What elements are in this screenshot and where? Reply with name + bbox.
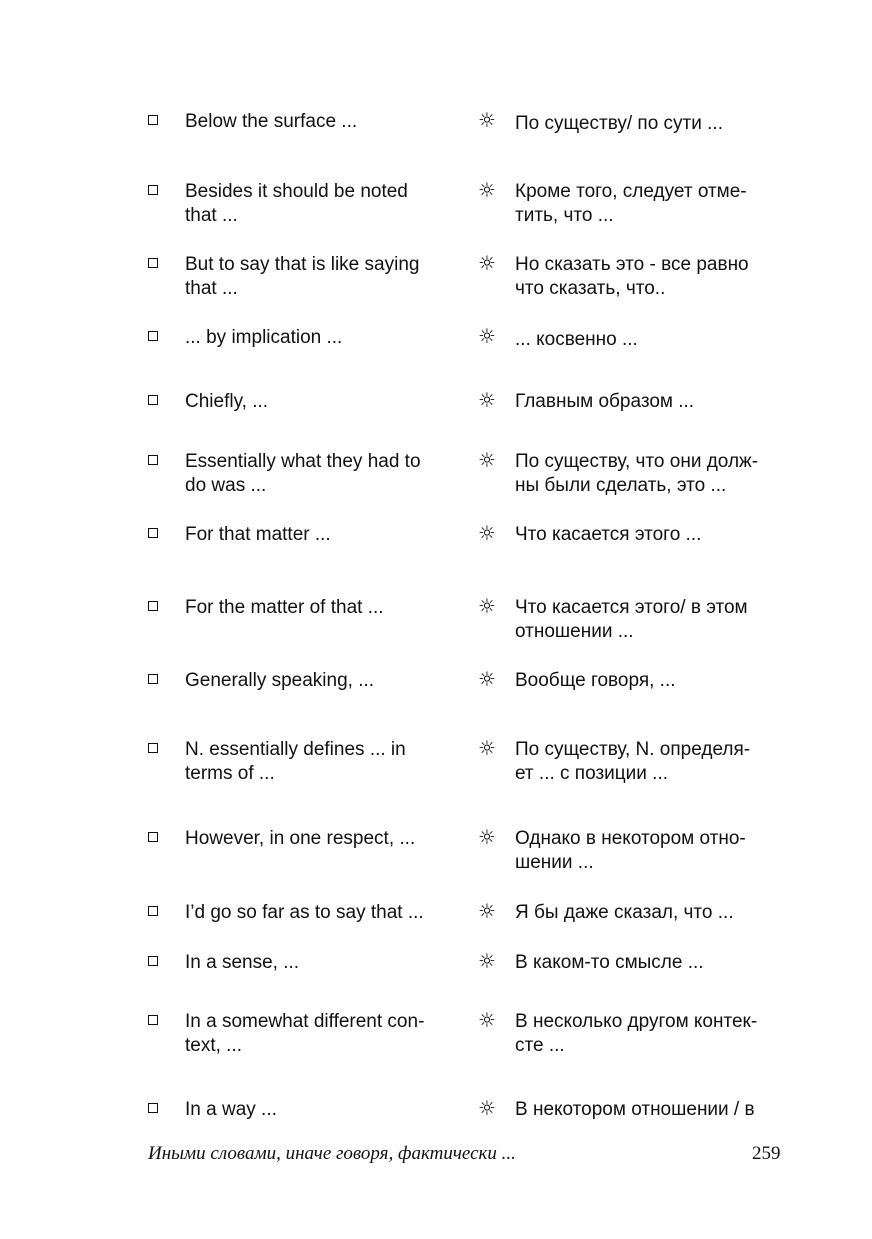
checkbox-bullet-icon bbox=[148, 1015, 158, 1025]
russian-translation: Кроме того, следует отме- тить, что ... bbox=[515, 181, 747, 226]
russian-translation: Но сказать это - все равно что сказать, что.. bbox=[515, 254, 749, 299]
english-phrase: N. essentially defines ... in terms of ... bbox=[185, 739, 406, 784]
russian-translation: По существу, N. определя- ет ... с позиции ... bbox=[515, 739, 751, 784]
checkbox-bullet-icon bbox=[148, 258, 158, 268]
russian-translation: Я бы даже сказал, что ... bbox=[515, 902, 734, 923]
sun-bullet-icon: ☼ bbox=[478, 825, 496, 849]
page-number: 259 bbox=[752, 1143, 781, 1164]
checkbox-bullet-icon bbox=[148, 395, 158, 405]
sun-bullet-icon: ☼ bbox=[478, 899, 496, 923]
sun-bullet-icon: ☼ bbox=[478, 736, 496, 760]
russian-translation: В каком-то смысле ... bbox=[515, 952, 704, 973]
checkbox-bullet-icon bbox=[148, 185, 158, 195]
checkbox-bullet-icon bbox=[148, 674, 158, 684]
english-phrase: Generally speaking, ... bbox=[185, 670, 375, 691]
sun-bullet-icon: ☼ bbox=[478, 178, 496, 202]
sun-bullet-icon: ☼ bbox=[478, 594, 496, 618]
russian-translation: В несколько другом контек- сте ... bbox=[515, 1011, 758, 1056]
russian-translation: Что касается этого/ в этом отношении ... bbox=[515, 597, 748, 642]
checkbox-bullet-icon bbox=[148, 601, 158, 611]
english-phrase: I’d go so far as to say that ... bbox=[185, 902, 424, 923]
english-phrase: Besides it should be noted that ... bbox=[185, 181, 408, 226]
checkbox-bullet-icon bbox=[148, 1103, 158, 1113]
sun-bullet-icon: ☼ bbox=[478, 251, 496, 275]
russian-translation: Вообще говоря, ... bbox=[515, 670, 676, 691]
sun-bullet-icon: ☼ bbox=[478, 1008, 496, 1032]
english-phrase: Chiefly, ... bbox=[185, 391, 269, 412]
checkbox-bullet-icon bbox=[148, 455, 158, 465]
checkbox-bullet-icon bbox=[148, 743, 158, 753]
russian-translation: В некотором отношении / в bbox=[515, 1099, 755, 1120]
english-phrase: But to say that is like saying that ... bbox=[185, 254, 420, 299]
sun-bullet-icon: ☼ bbox=[478, 521, 496, 545]
russian-translation: Что касается этого ... bbox=[515, 524, 702, 545]
sun-bullet-icon: ☼ bbox=[478, 1096, 496, 1120]
english-phrase: However, in one respect, ... bbox=[185, 828, 416, 849]
checkbox-bullet-icon bbox=[148, 956, 158, 966]
russian-translation: Однако в некотором отно- шении ... bbox=[515, 828, 746, 873]
sun-bullet-icon: ☼ bbox=[478, 108, 496, 132]
english-phrase: Below the surface ... bbox=[185, 111, 358, 132]
english-phrase: For that matter ... bbox=[185, 524, 331, 545]
sun-bullet-icon: ☼ bbox=[478, 949, 496, 973]
english-phrase: In a somewhat different con- text, ... bbox=[185, 1011, 425, 1056]
checkbox-bullet-icon bbox=[148, 331, 158, 341]
russian-translation: По существу/ по сути ... bbox=[515, 113, 723, 134]
checkbox-bullet-icon bbox=[148, 115, 158, 125]
english-phrase: For the matter of that ... bbox=[185, 597, 384, 618]
sun-bullet-icon: ☼ bbox=[478, 324, 496, 348]
english-phrase: In a sense, ... bbox=[185, 952, 300, 973]
russian-translation: Главным образом ... bbox=[515, 391, 695, 412]
english-phrase: Essentially what they had to do was ... bbox=[185, 451, 421, 496]
english-phrase: In a way ... bbox=[185, 1099, 277, 1120]
sun-bullet-icon: ☼ bbox=[478, 448, 496, 472]
russian-translation: По существу, что они долж- ны были сделать, это ... bbox=[515, 451, 759, 496]
sun-bullet-icon: ☼ bbox=[478, 667, 496, 691]
checkbox-bullet-icon bbox=[148, 832, 158, 842]
checkbox-bullet-icon bbox=[148, 906, 158, 916]
checkbox-bullet-icon bbox=[148, 528, 158, 538]
russian-translation: ... косвенно ... bbox=[515, 329, 638, 350]
english-phrase: ... by implication ... bbox=[185, 327, 343, 348]
running-footer-title: Иными словами, иначе говоря, фактически ... bbox=[148, 1143, 516, 1164]
sun-bullet-icon: ☼ bbox=[478, 388, 496, 412]
